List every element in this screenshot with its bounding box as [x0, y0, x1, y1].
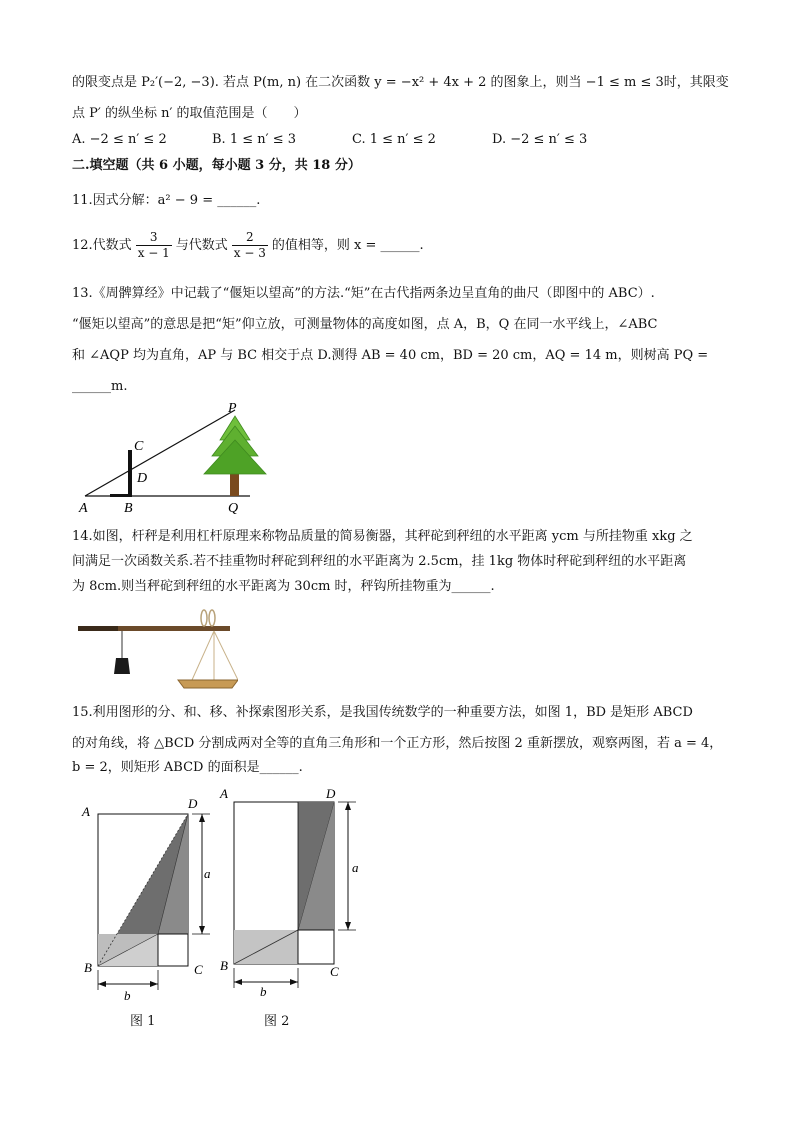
fig2-label-c: C — [330, 964, 339, 979]
q10-option-a[interactable]: A. −2 ≤ n′ ≤ 2 — [72, 132, 167, 147]
q15-figure-2 — [218, 782, 378, 997]
q14-steelyard-figure — [78, 608, 238, 692]
fig1-label-d: D — [188, 796, 198, 811]
q10-line-2: 点 P′ 的纵坐标 n′ 的取值范围是（ ） — [72, 106, 307, 121]
fig2-caption: 图 2 — [264, 1014, 290, 1029]
q12-suffix: 的值相等，则 x = ______. — [271, 237, 424, 253]
q13-line-1: 13.《周髀算经》中记载了“偃矩以望高”的方法.“矩”在古代指两条边呈直角的曲尺（即图中的 ABC）. — [72, 286, 655, 301]
label-a: A — [79, 501, 88, 516]
q12-fraction-1 — [136, 230, 172, 261]
q12-frac2-num: 2 — [246, 230, 254, 244]
ruler-horizontal — [110, 494, 132, 497]
fig2-label-b-vertex: B — [220, 958, 228, 973]
q14-line-3: 为 8cm.则当秤砣到秤纽的水平距离为 30cm 时，秤钩所挂物重为______. — [72, 579, 495, 594]
fig2-label-a-length: a — [352, 860, 359, 875]
fig1-label-c: C — [194, 962, 203, 977]
q15-line-2: 的对角线，将 △BCD 分割成两对全等的直角三角形和一个正方形，然后按图 2 重新摆放，观察两图，若 a = 4， — [72, 736, 723, 751]
counterweight-icon — [114, 658, 130, 674]
q10-option-b[interactable]: B. 1 ≤ n′ ≤ 3 — [212, 132, 296, 147]
label-b: B — [124, 501, 133, 516]
q10-option-d[interactable]: D. −2 ≤ n′ ≤ 3 — [492, 132, 588, 147]
q10-line-1: 的限变点是 P₂′(−2, −3). 若点 P(m, n) 在二次函数 y = −x² + 4x + 2 的图象上，则当 −1 ≤ m ≤ 3时，其限变 — [72, 75, 729, 90]
q12-fraction-2 — [232, 230, 268, 261]
section-heading: 二.填空题（共 6 小题，每小题 3 分，共 18 分） — [72, 158, 361, 173]
q12-frac1-den: x − 1 — [137, 246, 170, 260]
q15-line-3: b = 2，则矩形 ABCD 的面积是______. — [72, 760, 303, 775]
hanging-loop-icon — [201, 610, 207, 626]
q14-line-1: 14.如图，杆秤是利用杠杆原理来称物品质量的简易衡器，其秤砣到秤纽的水平距离 ycm 与所挂物重 xkg 之 — [72, 529, 693, 544]
q13-tree-figure — [70, 398, 310, 516]
label-d: D — [137, 471, 148, 486]
fig1-caption: 图 1 — [130, 1014, 156, 1029]
fig1-label-b-length: b — [124, 988, 131, 1000]
sight-line — [85, 410, 235, 496]
q13-line-3: 和 ∠AQP 均为直角，AP 与 BC 相交于点 D.测得 AB = 40 cm，BD = 20 cm，AQ = 14 m，则树高 PQ = — [72, 348, 709, 363]
q13-line-2: “偃矩以望高”的意思是把“矩”仰立放，可测量物体的高度如图，点 A，B，Q 在同一水平线上，∠ABC — [72, 317, 658, 332]
label-c: C — [134, 439, 144, 454]
fig2-label-a-vertex: A — [220, 786, 228, 801]
q13-line-4: ______m. — [72, 379, 128, 394]
fig1-label-a-vertex: A — [82, 804, 90, 819]
fig1-label-b-vertex: B — [84, 960, 92, 975]
q12-frac1-num: 3 — [149, 230, 158, 244]
q12-prefix: 12.代数式 — [72, 237, 132, 253]
tree-icon — [204, 416, 266, 496]
q12-frac2-den: x − 3 — [233, 246, 266, 260]
q11-text: 11.因式分解：a² − 9 = ______. — [72, 193, 261, 208]
fig1-square — [158, 934, 188, 966]
q15-line-1: 15.利用图形的分、和、移、补探索图形关系，是我国传统数学的一种重要方法，如图 1，BD 是矩形 ABCD — [72, 705, 693, 720]
q10-option-c[interactable]: C. 1 ≤ n′ ≤ 2 — [352, 132, 436, 147]
fig1-label-a-length: a — [204, 866, 211, 881]
label-p: P — [228, 401, 237, 416]
label-q: Q — [228, 501, 239, 516]
q12-middle: 与代数式 — [175, 237, 228, 253]
fig2-label-b-length: b — [260, 984, 267, 997]
fig2-label-d: D — [326, 786, 336, 801]
fig2-square — [298, 930, 334, 964]
q14-line-2: 间满足一次函数关系.若不挂重物时秤砣到秤纽的水平距离为 2.5cm，挂 1kg 物体时秤砣到秤纽的水平距离 — [72, 554, 687, 569]
q12-line — [72, 230, 424, 261]
q15-figure-1 — [80, 790, 230, 1000]
scale-pan-icon — [178, 680, 238, 688]
ruler-vertical — [128, 450, 132, 496]
